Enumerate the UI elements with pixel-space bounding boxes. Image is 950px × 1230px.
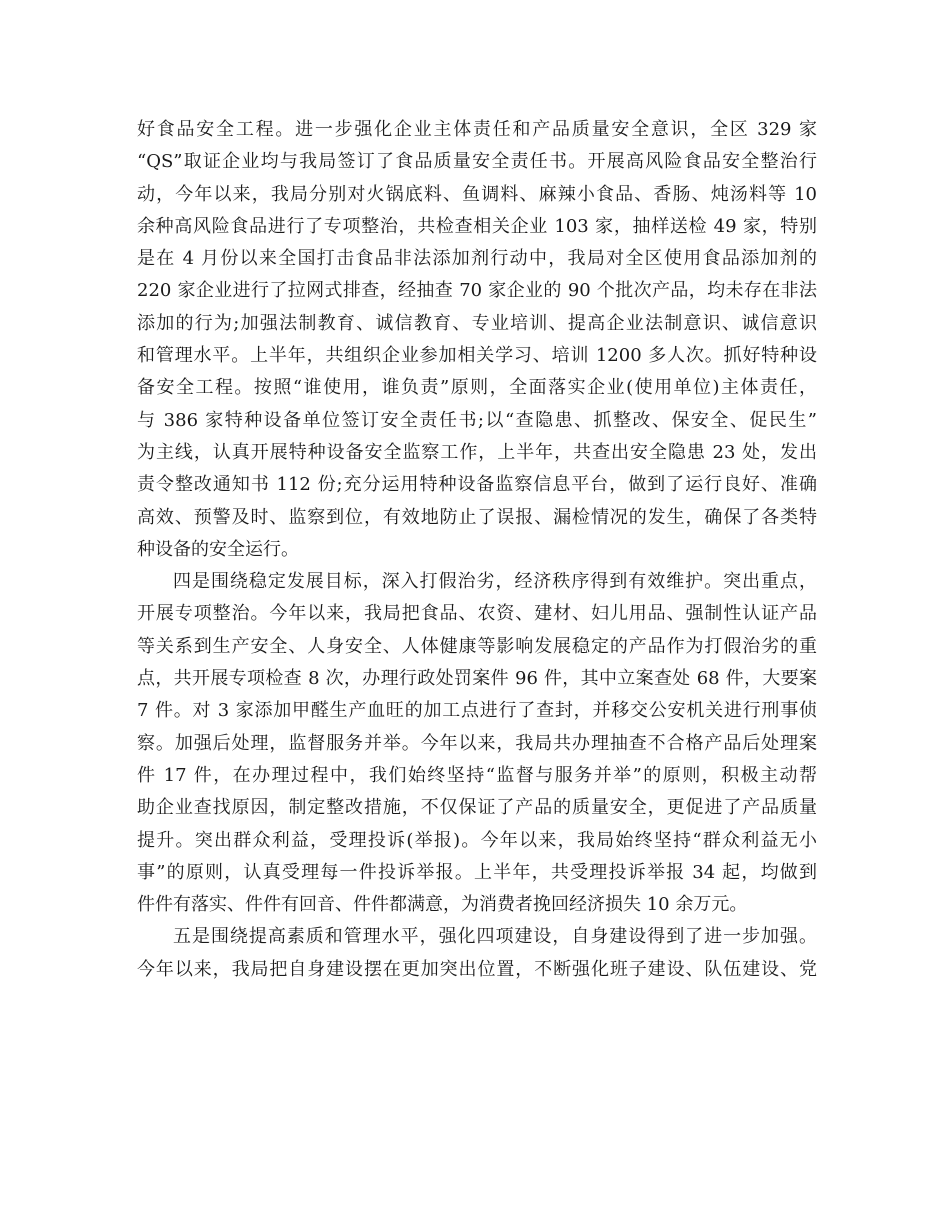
text-line: 为主线，认真开展特种设备安全监察工作，上半年，共查出安全隐患 23 处，发出: [137, 441, 817, 463]
text-line: 动，今年以来，我局分别对火锅底料、鱼调料、麻辣小食品、香肠、炖汤料等 10: [137, 183, 817, 205]
text-line: 是在 4 月份以来全国打击食品非法添加剂行动中，我局对全区使用食品添加剂的: [137, 248, 817, 270]
text-line: 四是围绕稳定发展目标，深入打假治劣，经济秩序得到有效维护。突出重点，: [173, 571, 817, 593]
text-line: 今年以来，我局把自身建设摆在更加突出位置，不断强化班子建设、队伍建设、党: [137, 958, 817, 980]
text-line: 开展专项整治。今年以来，我局把食品、农资、建材、妇儿用品、强制性认证产品: [137, 603, 817, 625]
paragraph-3: [137, 921, 817, 986]
text-line: 高效、预警及时、监察到位，有效地防止了误报、漏检情况的发生，确保了各类特: [137, 506, 817, 528]
text-line: 事”的原则，认真受理每一件投诉举报。上半年，共受理投诉举报 34 起，均做到: [137, 861, 817, 883]
text-line: 和管理水平。上半年，共组织企业参加相关学习、培训 1200 多人次。抓好特种设: [137, 345, 817, 367]
text-line: 种设备的安全运行。: [137, 538, 299, 560]
text-line: 件件有落实、件件有回音、件件都满意，为消费者挽回经济损失 10 余万元。: [137, 894, 748, 916]
text-line: 220 家企业进行了拉网式排查，经抽查 70 家企业的 90 个批次产品，均未存在非法: [137, 280, 817, 302]
text-line: 与 386 家特种设备单位签订安全责任书;以“查隐患、抓整改、保安全、促民生”: [137, 409, 817, 431]
paragraph-2: [137, 566, 817, 921]
text-line: 7 件。对 3 家添加甲醛生产血旺的加工点进行了查封，并移交公安机关进行刑事侦: [137, 700, 817, 722]
text-line: 提升。突出群众利益，受理投诉(举报)。今年以来，我局始终坚持“群众利益无小: [137, 829, 817, 851]
text-line: “QS”取证企业均与我局签订了食品质量安全责任书。开展高风险食品安全整治行: [137, 151, 817, 173]
text-line: 添加的行为;加强法制教育、诚信教育、专业培训、提高企业法制意识、诚信意识: [137, 312, 817, 334]
text-line: 余种高风险食品进行了专项整治，共检查相关企业 103 家，抽样送检 49 家，特别: [137, 215, 817, 237]
text-line: 件 17 件，在办理过程中，我们始终坚持“监督与服务并举”的原则，积极主动帮: [137, 764, 817, 786]
text-line: 等关系到生产安全、人身安全、人体健康等影响发展稳定的产品作为打假治劣的重: [137, 635, 817, 657]
text-line: 好食品安全工程。进一步强化企业主体责任和产品质量安全意识，全区 329 家: [137, 119, 817, 140]
document-body: [137, 114, 817, 986]
paragraph-1: [137, 114, 817, 566]
text-line: 五是围绕提高素质和管理水平，强化四项建设，自身建设得到了进一步加强。: [173, 926, 817, 948]
text-line: 点，共开展专项检查 8 次，办理行政处罚案件 96 件，其中立案查处 68 件，大要案: [137, 668, 817, 690]
text-line: 责令整改通知书 112 份;充分运用特种设备监察信息平台，做到了运行良好、准确: [137, 474, 817, 496]
text-line: 备安全工程。按照“谁使用，谁负责”原则，全面落实企业(使用单位)主体责任，: [137, 377, 817, 399]
text-line: 察。加强后处理，监督服务并举。今年以来，我局共办理抽查不合格产品后处理案: [137, 732, 817, 754]
text-line: 助企业查找原因，制定整改措施，不仅保证了产品的质量安全，更促进了产品质量: [137, 797, 817, 819]
